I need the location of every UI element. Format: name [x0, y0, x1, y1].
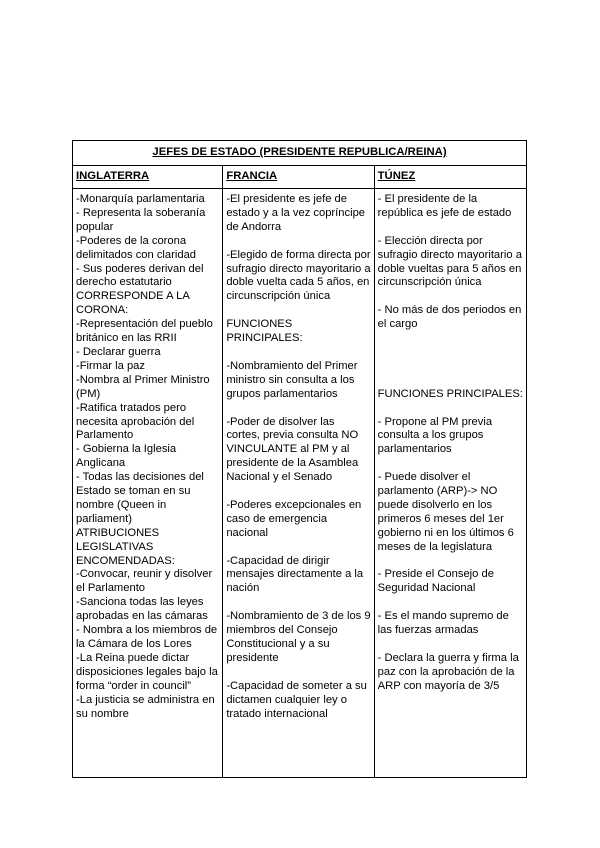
table-title-cell: [73, 141, 527, 166]
cell-inglaterra: [73, 189, 223, 778]
table-header-row: [73, 166, 527, 189]
cell-francia: [223, 189, 374, 778]
table-body-row: [73, 189, 527, 778]
cell-tunez-text: - El presidente de la república es jefe de estado - Elección directa por sufragio directo mayoritario a doble vueltas para 5 años en circunscripción única - No más de dos periodos en el cargo FUNCIONES PRINCIPALES: - Propone al PM previa consulta a los grupos parlamentarios - Puede disolver el parlamento (ARP)-> NO puede disolverlo en los primeros 6 meses del 1er gobierno ni en los últimos 6 meses de la legislatura - Preside el Consejo de Seguridad Nacional - Es el mando supremo de las fuerzas armadas - Declara la guerra y firma la paz con la aprobación de la ARP con mayoría de 3/5: [377, 193, 523, 692]
cell-inglaterra-text: -Monarquía parlamentaria - Representa la soberanía popular -Poderes de la corona delimitados con claridad - Sus poderes derivan del derecho estatutario CORRESPONDE A LA CORONA: -Representación del pueblo británico en las RRII - Declarar guerra -Firmar la paz -Nombra al Primer Ministro (PM) -Ratifica tratados pero necesita aprobación del Parlamento - Gobierna la Iglesia Anglicana - Todas las decisiones del Estado se toman en su nombre (Queen in parliament) ATRIBUCIONES LEGISLATIVAS ENCOMENDADAS: -Convocar, reunir y disolver el Parlamento -Sanciona todas las leyes aprobadas en las cámaras - Nombra a los miembros de la Cámara de los Lores -La Reina puede dictar disposiciones legales bajo la forma “order in council” -La justicia se administra en su nombre: [76, 193, 218, 720]
header-inglaterra: INGLATERRA: [73, 166, 223, 189]
header-francia: FRANCIA: [223, 166, 374, 189]
table-title-row: [73, 141, 527, 166]
cell-tunez: [374, 189, 526, 778]
heads-of-state-table: [72, 140, 527, 778]
table-title: JEFES DE ESTADO (PRESIDENTE REPUBLICA/REINA): [152, 146, 447, 159]
header-tunez: TÚNEZ: [374, 166, 526, 189]
cell-francia-text: -El presidente es jefe de estado y a la vez copríncipe de Andorra -Elegido de forma directa por sufragio directo mayoritario a doble vuelta cada 5 años, en circunscripción única FUNCIONES PRINCIPALES: -Nombramiento del Primer ministro sin consulta a los grupos parlamentarios -Poder de disolver las cortes, previa consulta NO VINCULANTE al PM y al presidente de la Asamblea Nacional y el Senado -Poderes excepcionales en caso de emergencia nacional -Capacidad de dirigir mensajes directamente a la nación -Nombramiento de 3 de los 9 miembros del Consejo Constitucional y a su presidente -Capacidad de someter a su dictamen cualquier ley o tratado internacional: [226, 193, 371, 720]
